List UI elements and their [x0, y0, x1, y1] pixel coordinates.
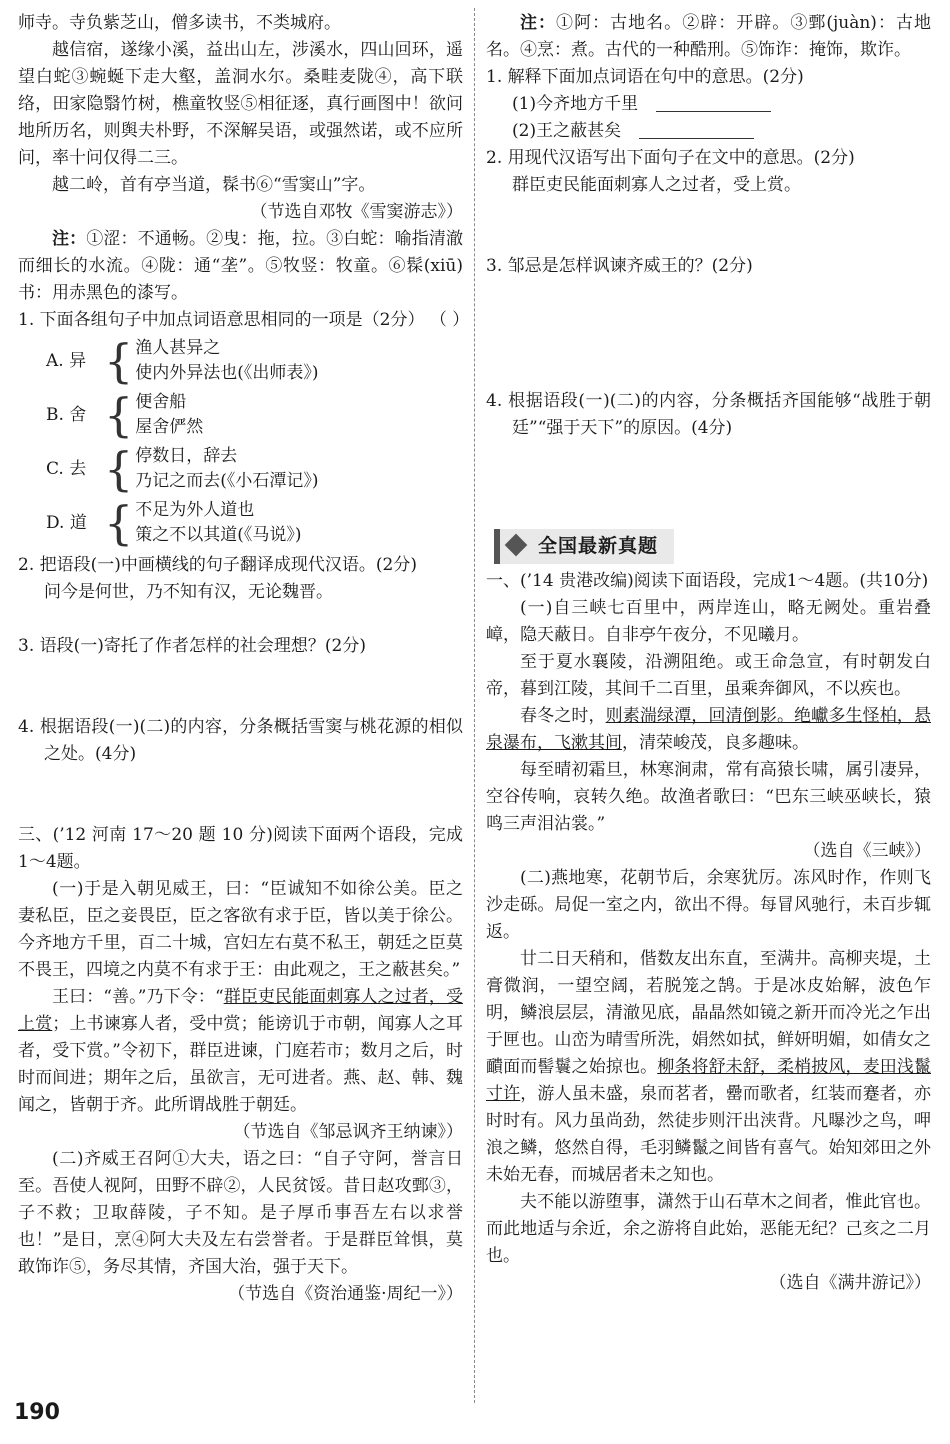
- source-citation: （节选自邓牧《雪窦游志》）: [250, 202, 463, 222]
- question-1: 1. 解释下面加点词语在句中的意思。(2分): [486, 67, 804, 87]
- question-1-item: (1)今齐地方千里: [486, 91, 931, 118]
- answer-blank[interactable]: [639, 124, 754, 139]
- underlined-sentence: 群臣吏民能面刺寡人之过者，受上赏: [18, 987, 463, 1034]
- passage-text: 越信宿，遂缘小溪，益出山左，涉溪水，四山回环，遥望白蛇③蜿蜒下走大壑，盖洞水尔。桑畦麦陇④，高下联络，田家隐翳竹树，樵童牧竖⑤相征逐，真行画图中！欲问地所历名，则舆夫朴野，不深解吴语，或强然诺，或不应所问，率十问仅得二三。: [18, 40, 463, 168]
- passage-text: 每至晴初霜旦，林寒涧肃，常有高猿长啸，属引凄异，空谷传响，哀转久绝。故渔者歌曰：“巴东三峡巫峡长，猿鸣三声泪沾裳。”: [486, 760, 931, 834]
- passage-text: 至于夏水襄陵，沿溯阻绝。或王命急宣，有时朝发白帝，暮到江陵，其间千二百里，虽乘奔御风，不以疾也。: [486, 652, 931, 699]
- passage-text: 夫不能以游堕事，潇然于山石草木之间者，惟此官也。而此地适与余近，余之游将自此始，恶能无纪？己亥之二月也。: [486, 1192, 931, 1266]
- question-2: 2. 把语段(一)中画横线的句子翻译成现代汉语。(2分): [18, 555, 417, 575]
- underlined-sentence: 则素湍绿潭，回清倒影。绝巘多生怪柏，悬泉瀑布，飞漱其间: [486, 706, 932, 753]
- passage-text: (二)齐威王召阿①大夫，语之曰：“自子守阿，誉言日至。吾使人视阿，田野不辟②，人民贫馁。昔日赵攻鄄③，子不救；卫取薛陵，子不知。是子厚币事吾左右以求誉也！”是日，烹④阿大夫及左右尝誉者。于是群臣耸惧，莫敢饰诈⑤，务尽其情，齐国大治，强于天下。: [18, 1149, 463, 1277]
- question-2: 2. 用现代汉语写出下面句子在文中的意思。(2分): [486, 148, 855, 168]
- annotation-note: 注：①涩：不通畅。②曳：拖，拉。③白蛇：喻指清澈而细长的水流。④陇：通“垄”。⑤牧竖：牧童。⑥髹(xiū)书：用赤黑色的漆写。: [18, 229, 464, 303]
- question-4: 4. 根据语段(一)(二)的内容，分条概括雪窦与桃花源的相似之处。(4分): [18, 717, 463, 764]
- passage-text: 春冬之时，则素湍绿潭，回清倒影。绝巘多生怪柏，悬泉瀑布，飞漱其间，清荣峻茂，良多趣味。: [486, 706, 932, 753]
- answer-blank[interactable]: [656, 97, 771, 112]
- passage-text: (一)自三峡七百里中，两岸连山，略无阙处。重岩叠嶂，隐天蔽日。自非亭午夜分，不见曦月。: [486, 598, 931, 645]
- passage-text: 廿二日天稍和，偕数友出东直，至满井。高柳夹堤，土膏微润，一望空阔，若脱笼之鹄。于是冰皮始解，波色乍明，鳞浪层层，清澈见底，晶晶然如镜之新开而冷光之乍出于匣也。山峦为晴雪所洗，娟然如拭，鲜妍明媚，如倩女之靧面而髻鬟之始掠也。柳条将舒未舒，柔梢披风，麦田浅鬣寸许，游人虽未盛，泉而茗者，罍而歌者，红装而蹇者，亦时时有。风力虽尚劲，然徒步则汗出浃背。凡曝沙之鸟，呷浪之鳞，悠然自得，毛羽鳞鬣之间皆有喜气。始知郊田之外未始无春，而城居者未之知也。: [486, 949, 932, 1185]
- right-column: [486, 10, 931, 1297]
- column-divider: [474, 8, 475, 1403]
- source-citation: （选自《三峡》）: [803, 841, 931, 861]
- option-d: D. 道 { 不足为外人道也 策之不以其道(《马说》): [46, 496, 302, 550]
- question-4: 4. 根据语段(一)(二)的内容，分条概括齐国能够“战胜于朝廷”“强于天下”的原因。(4分): [486, 391, 931, 438]
- passage-text: (二)燕地寒，花朝节后，余寒犹厉。冻风时作，作则飞沙走砾。局促一室之内，欲出不得。每冒风驰行，未百步辄返。: [486, 868, 931, 942]
- passage-text: (一)于是入朝见威王，曰：“臣诚知不如徐公美。臣之妻私臣，臣之妾畏臣，臣之客欲有求于臣，皆以美于徐公。今齐地方千里，百二十城，宫妇左右莫不私王，朝廷之臣莫不畏王，四境之内莫不有求于王：由此观之，王之蔽甚矣。”: [18, 879, 463, 980]
- page-number: 190: [14, 1400, 60, 1425]
- annotation-note: 注：①阿：古地名。②辟：开辟。③鄄(juàn)：古地名。④烹：煮。古代的一种酷刑。⑤饰诈：掩饰，欺诈。: [486, 13, 931, 60]
- source-citation: （节选自《邹忌讽齐王纳谏》）: [233, 1122, 463, 1142]
- question-2-sentence: 群臣吏民能面刺寡人之过者，受上赏。: [512, 175, 801, 195]
- question-3: 3. 邹忌是怎样讽谏齐威王的？(2分): [486, 256, 753, 276]
- source-citation: （选自《满井游记》）: [769, 1273, 931, 1293]
- question-2-sentence: 问今是何世，乃不知有汉，无论魏晋。: [44, 582, 333, 602]
- note-label: 注：: [520, 13, 557, 33]
- passage-text: 师寺。寺负紫芝山，僧多读书，不类城府。: [18, 13, 341, 33]
- answer-options: [18, 336, 463, 548]
- source-citation: （节选自《资治通鉴·周纪一》）: [228, 1284, 463, 1304]
- passage-text: 越二岭，首有亭当道，髹书⑥“雪窦山”字。: [52, 175, 376, 195]
- question-1: 1. 下面各组句子中加点词语意思相同的一项是（2分） （ ）: [18, 310, 470, 330]
- diamond-icon: [505, 534, 528, 557]
- section-1-heading: 一、(’14 贵港改编)阅读下面语段，完成1～4题。(共10分): [486, 571, 929, 591]
- question-1-item: (2)王之蔽甚矣: [486, 118, 931, 145]
- note-label: 注：: [52, 229, 87, 249]
- option-c: C. 去 { 停数日，辞去 乃记之而去(《小石潭记》): [46, 442, 319, 496]
- section-3-heading: 三、(’12 河南 17～20 题 10 分)阅读下面两个语段，完成1～4题。: [18, 825, 463, 872]
- question-3: 3. 语段(一)寄托了作者怎样的社会理想？(2分): [18, 636, 366, 656]
- underlined-sentence: 柳条将舒未舒，柔梢披风，麦田浅鬣寸许: [486, 1057, 932, 1104]
- section-banner: 全国最新真题: [494, 529, 674, 564]
- option-b: B. 舍 { 便舍船 屋舍俨然: [46, 388, 204, 442]
- passage-text: 王曰：“善。”乃下令：“群臣吏民能面刺寡人之过者，受上赏；上书谏寡人者，受中赏；能谤讥于市朝，闻寡人之耳者，受下赏。”令初下，群臣进谏，门庭若市；数月之后，时时而间进；期年之后，虽欲言，无可进者。燕、赵、韩、魏闻之，皆朝于齐。此所谓战胜于朝廷。: [18, 987, 464, 1115]
- option-a: A. 异 { 渔人甚异之 使内外异法也(《出师表》): [46, 334, 319, 388]
- left-column: [18, 10, 470, 1308]
